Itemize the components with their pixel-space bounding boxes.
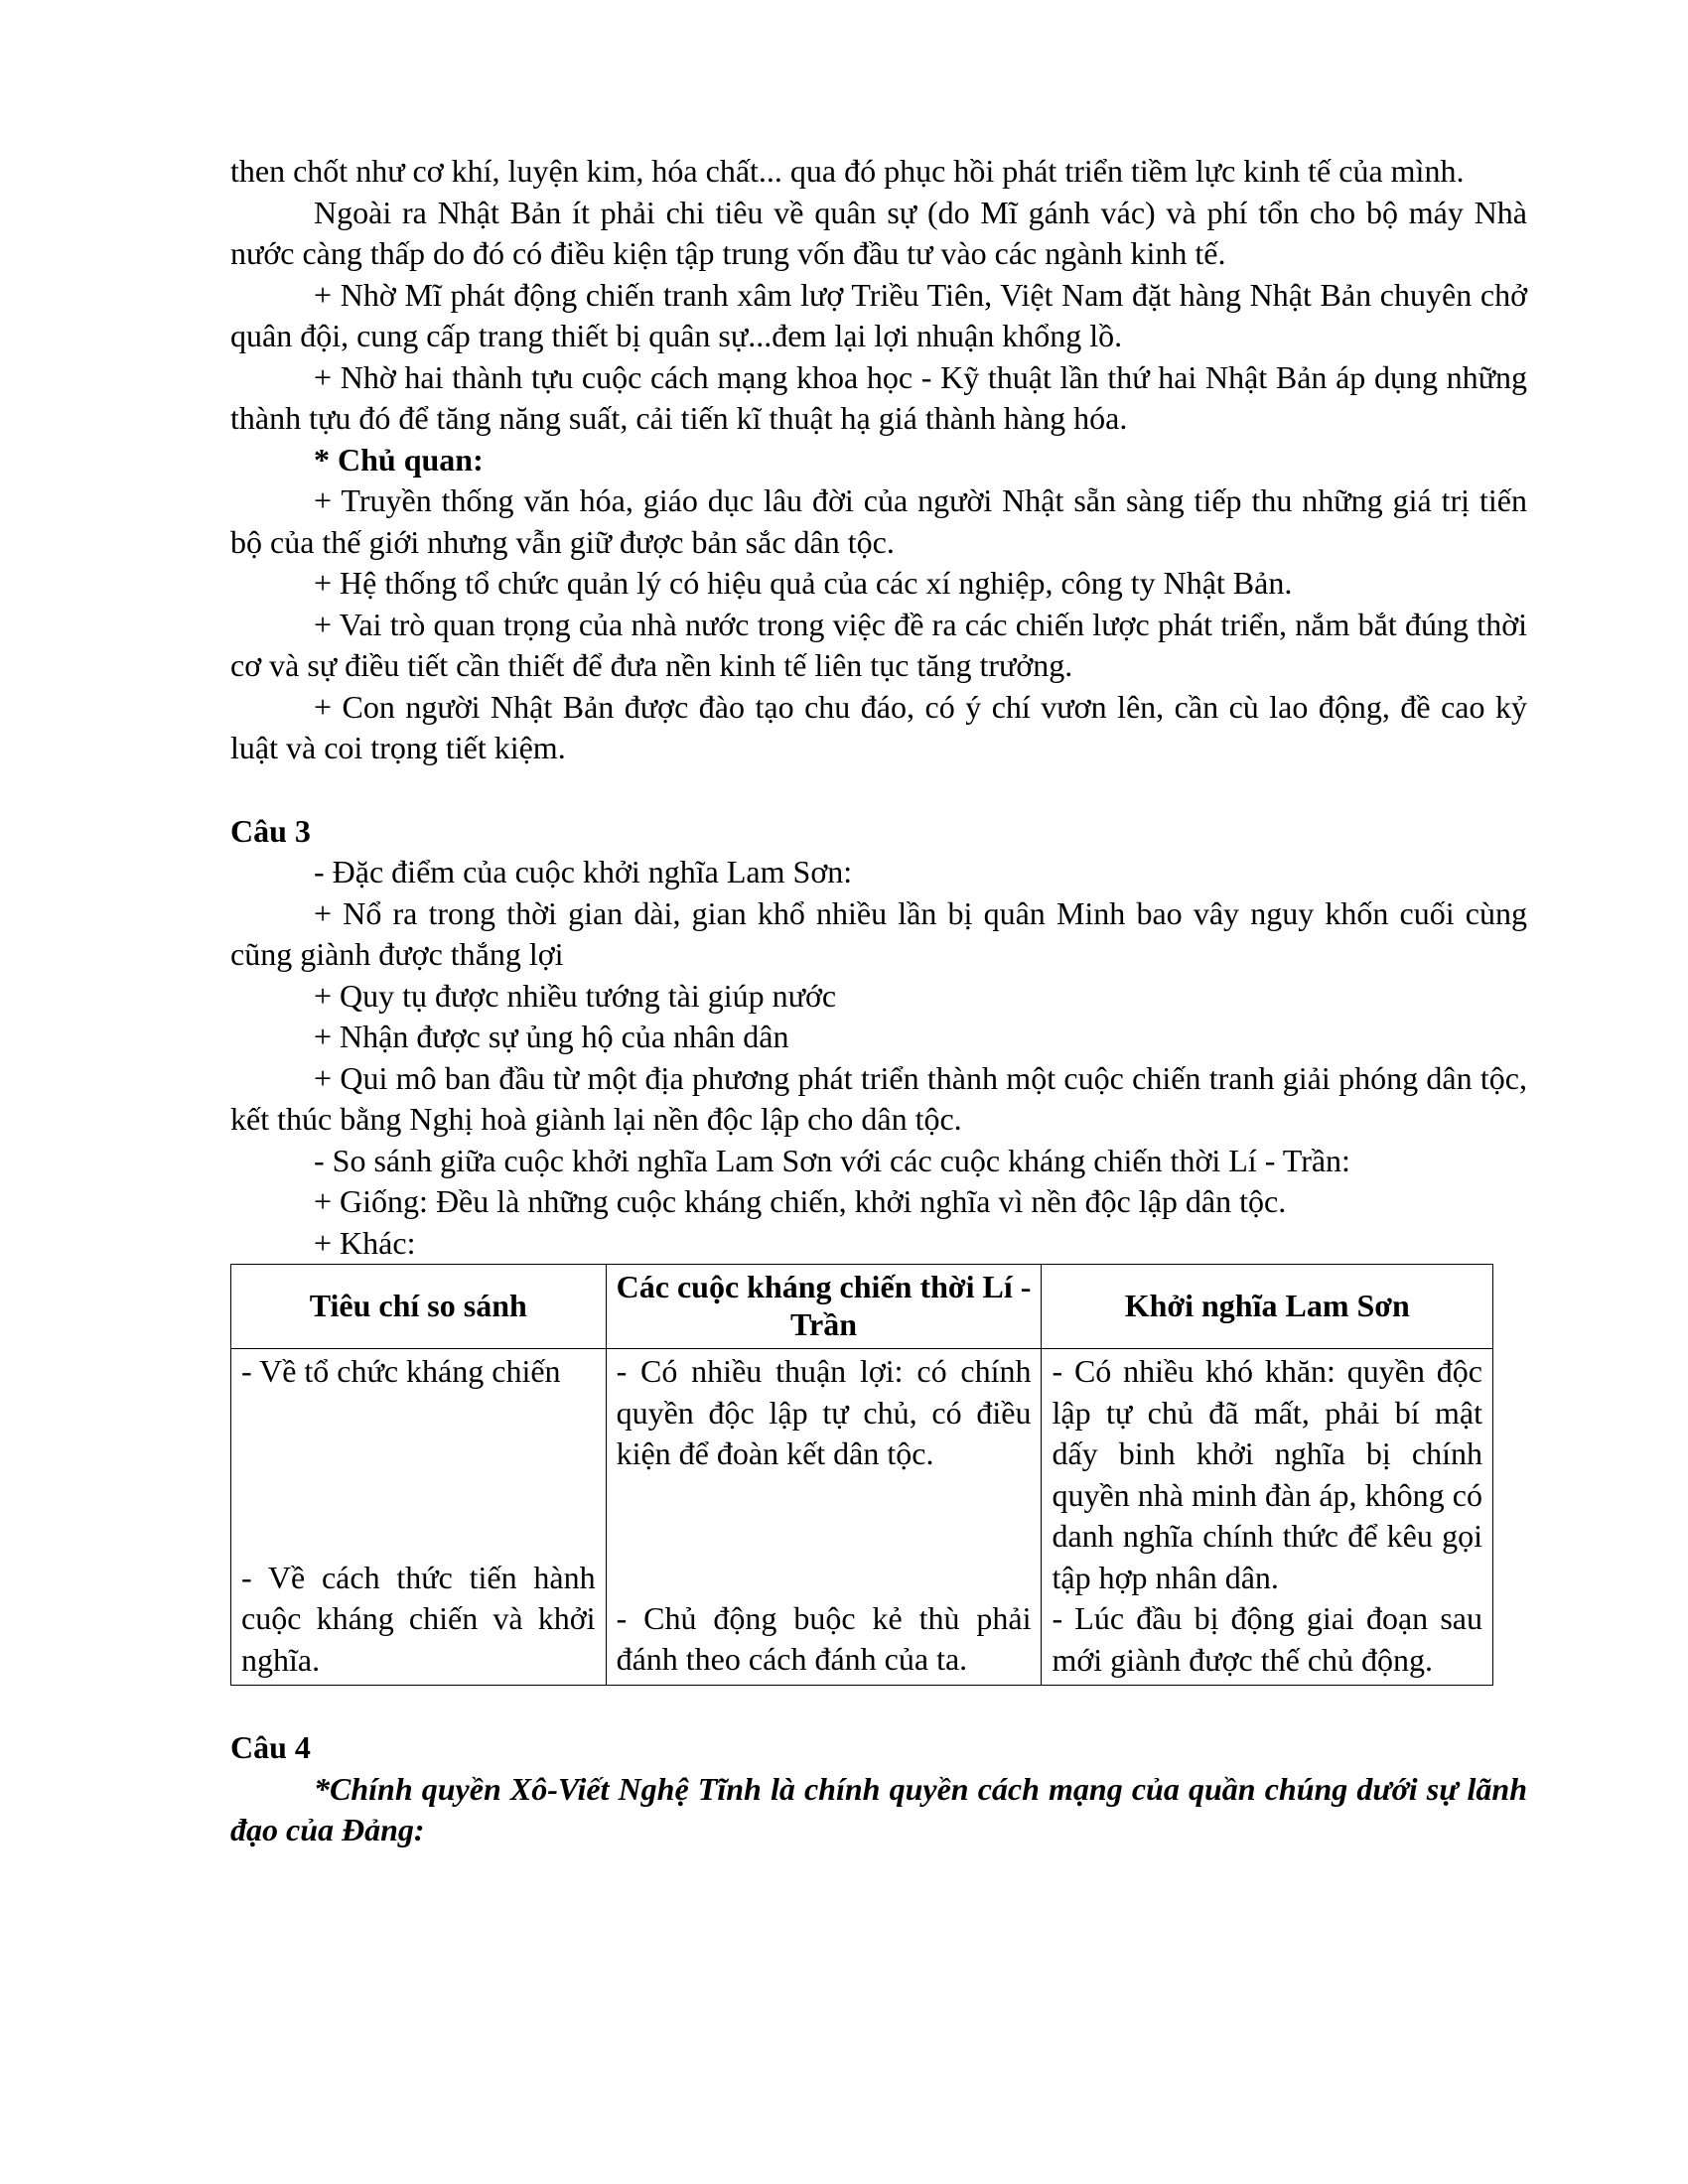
table-row — [231, 1349, 1493, 1686]
cau3-line-2: + Nổ ra trong thời gian dài, gian khổ nhiều lần bị quân Minh bao vây nguy khốn cuối cùng cũng giành được thắng lợi — [230, 894, 1527, 972]
subjective-item-2: + Hệ thống tổ chức quản lý có hiệu quả của các xí nghiệp, công ty Nhật Bản. — [314, 565, 1293, 601]
ly-tran-organization: - Có nhiều thuận lợi: có chính quyền độc lập tự chủ, có điều kiện để đoàn kết dân tộc. — [616, 1353, 1032, 1471]
table-header-ly-tran: Các cuộc kháng chiến thời Lí - Trần — [606, 1265, 1042, 1349]
cell-spacer — [617, 1475, 1032, 1598]
intro-paragraph-1: then chốt như cơ khí, luyện kim, hóa chất... qua đó phục hồi phát triển tiềm lực kinh tế của mình. — [230, 153, 1465, 189]
comparison-table — [230, 1264, 1493, 1686]
cau3-line-6: - So sánh giữa cuộc khởi nghĩa Lam Sơn với các cuộc kháng chiến thời Lí - Trần: — [314, 1142, 1350, 1178]
cau3-line-7: + Giống: Đều là những cuộc kháng chiến, khởi nghĩa vì nền độc lập dân tộc. — [314, 1183, 1287, 1219]
cell-spacer — [241, 1516, 596, 1558]
criteria-organization: - Về tổ chức kháng chiến — [241, 1353, 561, 1389]
cau3-line-1: - Đặc điểm của cuộc khởi nghĩa Lam Sơn: — [314, 854, 853, 889]
cau4-heading: Câu 4 — [230, 1729, 311, 1765]
cau3-line-5: + Qui mô ban đầu từ một địa phương phát triển thành một cuộc chiến tranh giải phóng dân tộc, kết thúc bằng Nghị hoà giành lại nền độc lập cho dân tộc. — [230, 1059, 1527, 1137]
ly-tran-method: - Chủ động buộc kẻ thù phải đánh theo cách đánh của ta. — [616, 1599, 1032, 1677]
table-cell-criteria — [231, 1349, 607, 1686]
table-cell-ly-tran — [606, 1349, 1042, 1686]
table-cell-lam-son — [1042, 1349, 1493, 1686]
cau3-heading: Câu 3 — [230, 812, 311, 849]
lam-son-organization: - Có nhiều khó khăn: quyền độc lập tự chủ đã mất, phải bí mật dấy binh khởi nghĩa bị chính quyền nhà minh đàn áp, không có danh nghĩa chính thức để kêu gọi tập hợp nhân dân. — [1052, 1353, 1482, 1595]
lam-son-method: - Lúc đầu bị động giai đoạn sau mới giành được thế chủ động. — [1052, 1600, 1482, 1678]
intro-paragraph-2: Ngoài ra Nhật Bản ít phải chi tiêu về quân sự (do Mĩ gánh vác) và phí tổn cho bộ máy Nhà nước càng thấp do đó có điều kiện tập trung vốn đầu tư vào các ngành kinh tế. — [230, 194, 1527, 271]
cell-spacer — [241, 1393, 596, 1516]
intro-paragraph-4: + Nhờ hai thành tựu cuộc cách mạng khoa học - Kỹ thuật lần thứ hai Nhật Bản áp dụng những thành tựu đó để tăng năng suất, cải tiến kĩ thuật hạ giá thành hàng hóa. — [230, 358, 1527, 436]
cau3-line-4: + Nhận được sự ủng hộ của nhân dân — [314, 1019, 789, 1054]
subjective-item-4: + Con người Nhật Bản được đào tạo chu đáo, có ý chí vươn lên, cần cù lao động, đề cao kỷ luật và coi trọng tiết kiệm. — [230, 688, 1527, 765]
criteria-method: - Về cách thức tiến hành cuộc kháng chiến và khởi nghĩa. — [241, 1559, 596, 1678]
cau3-line-8: + Khác: — [314, 1224, 416, 1261]
table-header-lam-son: Khởi nghĩa Lam Sơn — [1042, 1265, 1493, 1349]
table-header-criteria: Tiêu chí so sánh — [231, 1265, 607, 1349]
subjective-item-3: + Vai trò quan trọng của nhà nước trong việc đề ra các chiến lược phát triển, nắm bắt đúng thời cơ và sự điều tiết cần thiết để đưa nền kinh tế liên tục tăng trưởng. — [230, 606, 1527, 683]
cau3-line-3: + Quy tụ được nhiều tướng tài giúp nước — [314, 977, 837, 1014]
subjective-heading: * Chủ quan: — [314, 441, 484, 478]
subjective-item-1: + Truyền thống văn hóa, giáo dục lâu đời của người Nhật sẵn sàng tiếp thu những giá trị tiến bộ của thế giới nhưng vẫn giữ được bản sắc dân tộc. — [230, 482, 1527, 560]
cau4-line-1: *Chính quyền Xô-Viết Nghệ Tĩnh là chính quyền cách mạng của quần chúng dưới sự lãnh đạo của Đảng: — [230, 1770, 1527, 1847]
table-header-row — [231, 1265, 1493, 1349]
intro-paragraph-3: + Nhờ Mĩ phát động chiến tranh xâm lượ Triều Tiên, Việt Nam đặt hàng Nhật Bản chuyên chở quân đội, cung cấp trang thiết bị quân sự...đem lại lợi nhuận khổng lồ. — [230, 276, 1527, 353]
